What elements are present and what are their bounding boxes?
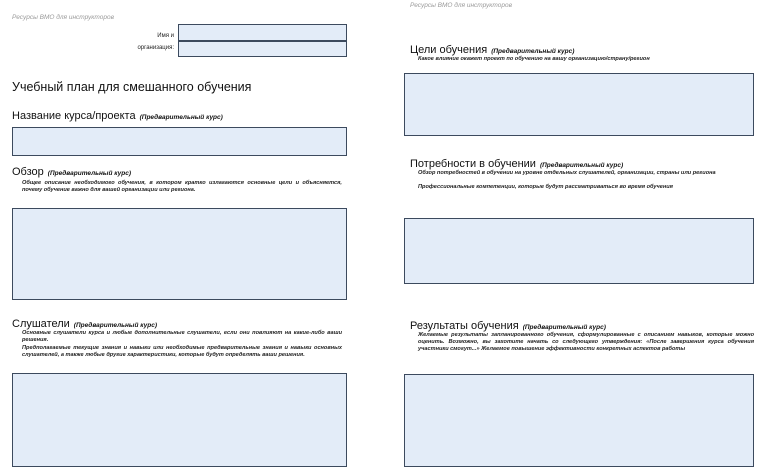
audience-heading [12, 318, 157, 330]
needs-field[interactable] [404, 218, 754, 284]
audience-label: Слушатели [12, 318, 70, 330]
overview-label: Обзор [12, 166, 44, 178]
goals-desc-text: Какое влияние окажет проект по обучению на вашу организацию/страну/регион [418, 56, 650, 62]
audience-description [22, 330, 342, 359]
name-field[interactable] [178, 24, 347, 41]
left-page [0, 0, 366, 476]
goals-label: Цели обучения [410, 44, 488, 56]
course-title-label: Название курса/проекта [12, 110, 136, 122]
overview-desc-text: Общее описание необходимого обучения, в котором кратко излагаются основные цели и объясняется, почему обучение важно для вашей организации или региона. [22, 180, 342, 193]
outcomes-heading [410, 320, 606, 332]
goals-heading [410, 44, 574, 56]
needs-desc-text-1: Обзор потребностей в обучении на уровне отдельных слушателей, организации, страны или региона [418, 170, 716, 176]
outcomes-hint: (Предварительный курс) [522, 324, 606, 331]
needs-hint: (Предварительный курс) [539, 162, 624, 169]
course-title-heading [12, 110, 223, 122]
needs-heading [410, 158, 623, 170]
left-header-note: Ресурсы ВМО для инструкторов [12, 14, 114, 21]
right-page [398, 0, 768, 476]
goals-field[interactable] [404, 73, 754, 136]
name-label: Имя и [157, 33, 174, 39]
overview-description [22, 180, 342, 194]
goals-description [418, 56, 758, 63]
org-label: организация: [137, 45, 174, 51]
audience-field[interactable] [12, 373, 347, 467]
course-title-hint: (Предварительный курс) [139, 114, 223, 121]
outcomes-desc-text: Желаемые результаты запланированного обучения, сформулированные с описанием навыков, которые можно оценить. Возможно, вы захотите начать со следующего утверждения: «После завершения курса обучения участники смогут...» Желаемое повышение эффективности конкретных аспектов работы [418, 332, 754, 352]
goals-hint: (Предварительный курс) [491, 48, 575, 55]
needs-description [418, 170, 754, 191]
right-header-note: Ресурсы ВМО для инструкторов [410, 2, 512, 9]
overview-heading [12, 166, 131, 178]
audience-desc-text-2: Предполагаемые текущие знания и навыки или необходимые предварительные знания и навыки основных слушателей, а также любые другие характеристики, которые будут определять ваши решения. [22, 345, 342, 358]
outcomes-description [418, 332, 754, 353]
course-title-field[interactable] [12, 127, 347, 156]
organization-field[interactable] [178, 41, 347, 57]
overview-hint: (Предварительный курс) [47, 170, 131, 177]
outcomes-field[interactable] [404, 374, 754, 467]
outcomes-label: Результаты обучения [410, 320, 519, 332]
overview-field[interactable] [12, 208, 347, 300]
needs-label: Потребности в обучении [410, 158, 536, 170]
audience-hint: (Предварительный курс) [73, 322, 157, 329]
needs-desc-text-2: Профессиональные компетенции, которые будут рассматриваться во время обучения [418, 184, 673, 190]
document-title: Учебный план для смешанного обучения [12, 80, 252, 94]
audience-desc-text-1: Основные слушатели курса и любые дополнительные слушатели, если они повлияют на какие-либо ваши решения. [22, 330, 342, 343]
